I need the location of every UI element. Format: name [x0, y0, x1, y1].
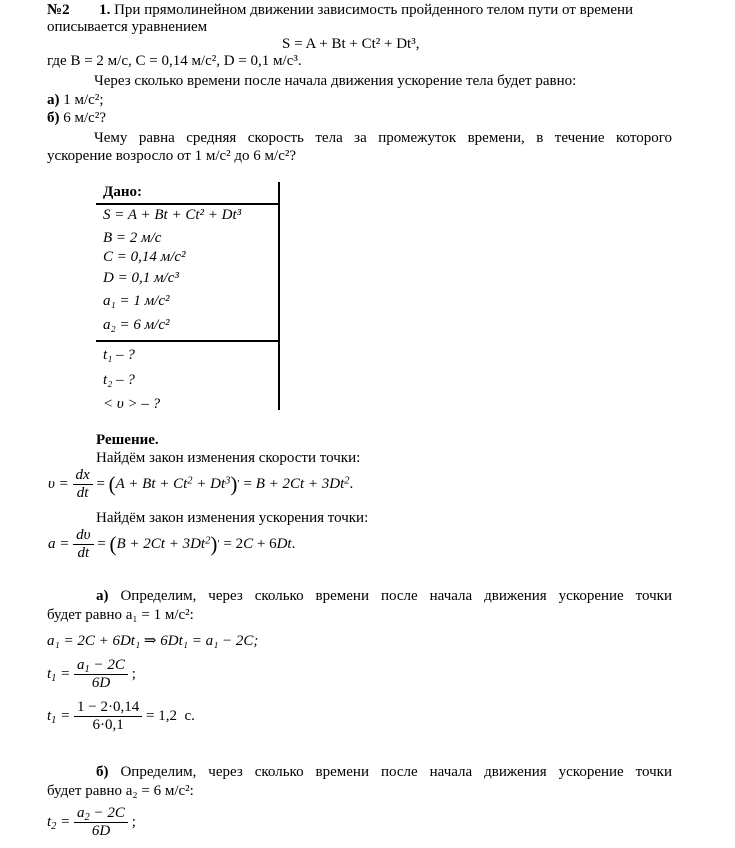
problem-where: где B = 2 м/с, C = 0,14 м/с², D = 0,1 м/с³.	[47, 53, 302, 69]
given-item: a₂ = 6 м/с²	[103, 317, 170, 333]
formula-text-sources	[0, 0, 1, 1]
problem-text-line2: описывается уравнением	[47, 19, 208, 35]
solution-header: Решение.	[96, 432, 159, 448]
part-a-text: Определим, через сколько времени после начала движения ускорение точки	[120, 588, 672, 604]
problem-equation: S = A + Bt + Ct² + Dt³,	[282, 36, 420, 52]
problem-number: №2	[47, 2, 70, 18]
option-b-label: б)	[47, 110, 60, 126]
part-a-equation-3: $t_1$ = $\frac{1 - 2\cdot 0,14}{6\cdot 0,1}$ = 1,2 с.	[47, 699, 195, 734]
problem-line-1	[47, 2, 672, 19]
part-a-line2: будет равно a₁ = 1 м/с²:	[47, 607, 194, 623]
given-item: D = 0,1 м/с³	[103, 270, 179, 286]
option-b	[47, 110, 106, 127]
part-b-fraction: $\frac{a_2 - 2C}{6D}$	[74, 805, 128, 841]
given-item: B = 2 м/с	[103, 230, 162, 246]
given-item: a₁ = 1 м/с²	[103, 293, 170, 309]
part-b-line2: будет равно a₂ = 6 м/с²:	[47, 783, 194, 799]
problem-item: 1.	[99, 2, 111, 18]
part-a-equation-2: $t_1$ = $\frac{a_1 - 2C}{6D}$ ;	[47, 657, 136, 692]
part-a-line1	[96, 588, 672, 605]
find-item: < υ > – ?	[103, 396, 161, 412]
part-b-label: б)	[96, 764, 109, 780]
option-a	[47, 92, 103, 109]
problem-question-1: Через сколько времени после начала движения ускорение тела будет равно:	[94, 73, 577, 89]
option-a-value: 1 м/с²;	[63, 92, 104, 108]
velocity-intro: Найдём закон изменения скорости точки:	[96, 450, 361, 466]
part-b-equation-1: $t_2$ = $\frac{a_2 - 2C}{6D}$ ;	[47, 805, 136, 840]
find-item: t₂ – ?	[103, 372, 135, 388]
given-item: C = 0,14 м/с²	[103, 249, 186, 265]
velocity-equation: υ = $\frac{dx}{dt}$ = ( $A + Bt + Ct^2 + Dt^3$ ) ′ = $B + 2Ct + 3Dt^2$ .	[48, 467, 354, 502]
part-a-fraction-1: $\frac{a_1 - 2C}{6D}$	[74, 657, 128, 693]
given-divider-vertical	[278, 182, 280, 410]
problem-question-2-line2: ускорение возросло от 1 м/с² до 6 м/с²?	[47, 148, 297, 164]
given-header: Дано:	[103, 184, 142, 200]
accel-fraction: $\frac{d\upsilon}{dt}$	[73, 527, 93, 563]
part-a-equation-1: a₁ = 2C + 6Dt₁ ⇒ 6Dt₁ = a₁ − 2C;	[47, 633, 259, 649]
velocity-fraction: $\frac{dx}{dt}$	[73, 467, 93, 503]
problem-question-2-line1: Чему равна средняя скорость тела за промежуток времени, в течение которого	[94, 130, 672, 146]
part-a-fraction-2: $\frac{1 - 2\cdot 0,14}{6\cdot 0,1}$	[74, 699, 142, 735]
accel-equation: a = $\frac{d\upsilon}{dt}$ = ( $B + 2Ct + 3Dt^2$ ) ′ = 2 C + 6 Dt .	[48, 527, 296, 562]
part-b-text: Определим, через сколько времени после начала движения ускорение точки	[120, 764, 672, 780]
given-divider-bottom	[96, 340, 278, 342]
accel-intro: Найдём закон изменения ускорения точки:	[96, 510, 369, 526]
option-b-value: 6 м/с²?	[63, 110, 106, 126]
given-item: S = A + Bt + Ct² + Dt³	[103, 207, 242, 223]
part-b-line1	[96, 764, 672, 781]
option-a-label: а)	[47, 92, 60, 108]
part-a-label: а)	[96, 588, 109, 604]
find-item: t₁ – ?	[103, 347, 135, 363]
problem-text-line1: При прямолинейном движении зависимость пройденного телом пути от времени	[114, 2, 634, 18]
given-divider-top	[96, 203, 278, 205]
